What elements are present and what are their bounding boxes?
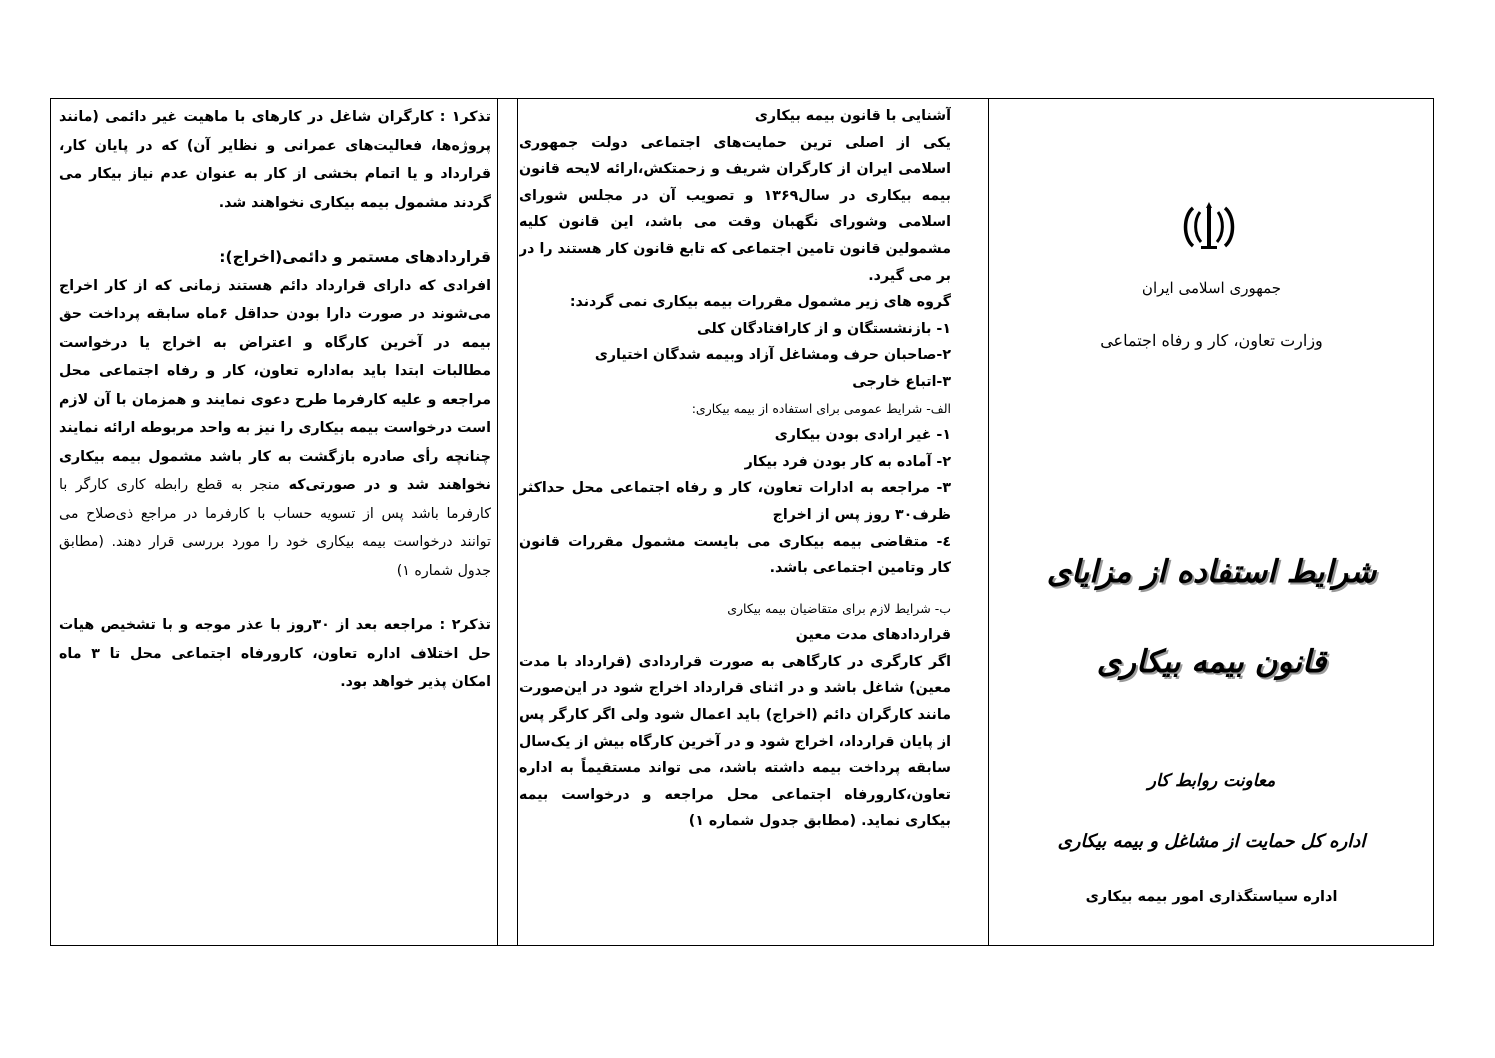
note-1: تذکر۱ : کارگران شاغل در کارهای با ماهیت غیر دائمی (مانند پروژه‌ها، فعالیت‌های عمرانی و نظایر آن) که در پایان کار، قرارداد و یا اتمام بخشی از کار به عنوان عدم نیاز بیکار می گردند مشمول بیمه بیکاری نخواهند شد. bbox=[59, 109, 491, 211]
deputy-name: معاونت روابط کار bbox=[1147, 771, 1276, 791]
general-condition-item: ۳- مراجعه به ادارات تعاون، کار و رفاه اجتماعی محل حداکثر ظرف۳۰ روز پس از اخراج bbox=[519, 480, 951, 523]
excluded-group-item: ۳-اتباع خارجی bbox=[852, 373, 951, 390]
spacer bbox=[519, 582, 951, 596]
excluded-group-item: ۱- بازنشستگان و از کارافتادگان کلی bbox=[697, 320, 951, 337]
column-divider bbox=[517, 99, 518, 945]
brochure-title-line-2: قانون بیمه بیکاری bbox=[1096, 644, 1327, 680]
general-condition-item: ٤- متقاضی بیمه بیکاری می بایست مشمول مقررات قانون کار وتامین اجتماعی باشد. bbox=[519, 533, 951, 577]
general-condition-item: ۱- غیر ارادی بودن بیکاری bbox=[774, 427, 951, 444]
required-conditions-heading: ب- شرایط لازم برای متقاضیان بیمه بیکاری bbox=[727, 600, 951, 616]
spacer bbox=[59, 585, 491, 611]
column-divider bbox=[497, 99, 498, 945]
general-conditions-heading: الف- شرایط عمومی برای استفاده از بیمه بیکاری: bbox=[691, 400, 951, 416]
permanent-contracts-heading: قراردادهای مستمر و دائمی(اخراج): bbox=[219, 248, 491, 266]
fixed-term-heading: قراردادهای مدت معین bbox=[795, 627, 951, 644]
intro-text: یکی از اصلی ترین حمایت‌های اجتماعی دولت جمهوری اسلامی ایران از کارگران شریف و زحمتکش،ارائه لایحه قانون بیمه بیکاری در سال۱۳۶۹ و تصویب آن در مجلس شورای اسلامی وشورای نگهبان وقت می باشد، این قانون کلیه مشمولین قانون تامین اجتماعی که تابع قانون کار هستند را در بر می گیرد. bbox=[519, 134, 951, 284]
spacer bbox=[59, 217, 491, 243]
country-name: جمهوری اسلامی ایران bbox=[1141, 279, 1282, 297]
note-2: تذکر۲ : مراجعه بعد از ۳۰روز با عذر موجه و با تشخیص هیات حل اختلاف اداره تعاون، کارورفاه اجتماعی محل تا ۳ ماه امکان پذیر خواهد بود. bbox=[59, 617, 491, 690]
intro-heading: آشنایی با قانون بیمه بیکاری bbox=[754, 108, 951, 124]
permanent-contracts-text bbox=[59, 272, 491, 586]
permanent-contracts-bold: افرادی که دارای قرارداد دائم هستند زمانی که از کار اخراج می‌شوند در صورت دارا بودن حداقل ۶ماه سابقه پرداخت حق بیمه در آخرین کارگاه و اعتراض به اخراج یا درخواست مطالبات ابتدا باید به‌اداره تعاون، کار و رفاه اجتماعی محل مراجعه و علیه کارفرما طرح دعوی نمایند و همزمان با آن لازم است درخواست بیمه بیکاری را نیز به واحد مربوطه ارائه نمایند چنانچه رأی صادره بازگشت به کار باشد مشمول بیمه بیکاری نخواهند شد و در صورتی‌که bbox=[59, 277, 491, 493]
general-condition-item: ۲- آماده به کار بودن فرد بیکار bbox=[744, 453, 951, 470]
ministry-name: وزارت تعاون، کار و رفاه اجتماعی bbox=[1100, 331, 1323, 350]
excluded-groups-heading: گروه های زیر مشمول مقررات بیمه بیکاری نمی گردند: bbox=[569, 294, 951, 311]
fixed-term-text: اگر کارگری در کارگاهی به صورت قراردادی (قرارداد با مدت معین) شاغل باشد و در اثنای قرارداد اخراج شود در این‌صورت مانند کارگران دائم (اخراج) باید اعمال شود ولی اگر کارگر پس از پایان قرارداد، اخراج شود و در آخرین کارگاه بیش از یک‌سال سابقه پرداخت بیمه داشته باشد، می تواند مستقیماً به اداره تعاون،کارورفاه اجتماعی محل مراجعه و درخواست بیمه بیکاری نماید. (مطابق جدول شماره ۱) bbox=[519, 653, 951, 830]
excluded-group-item: ۲-صاحبان حرف ومشاغل آزاد وبیمه شدگان اختیاری bbox=[594, 347, 951, 364]
department-name: اداره کل حمایت از مشاغل و بیمه بیکاری bbox=[1057, 831, 1366, 852]
permanent-contracts-light: منجر به قطع رابطه کاری کارگر با کارفرما باشد پس از تسویه حساب با کارفرما در مراجع ذی‌صلاح می توانند درخواست بیمه بیکاری خود را مورد بررسی قرار دهند. (مطابق جدول شماره ۱) bbox=[59, 477, 491, 579]
iran-emblem-icon bbox=[1179, 202, 1239, 252]
middle-column bbox=[519, 103, 951, 943]
brochure-table bbox=[50, 98, 1434, 946]
right-column bbox=[989, 99, 1434, 945]
left-column bbox=[59, 103, 491, 943]
brochure-title-line-1: شرایط استفاده از مزایای bbox=[1046, 554, 1377, 590]
office-name: اداره سیاستگذاری امور بیمه بیکاری bbox=[1085, 889, 1338, 905]
